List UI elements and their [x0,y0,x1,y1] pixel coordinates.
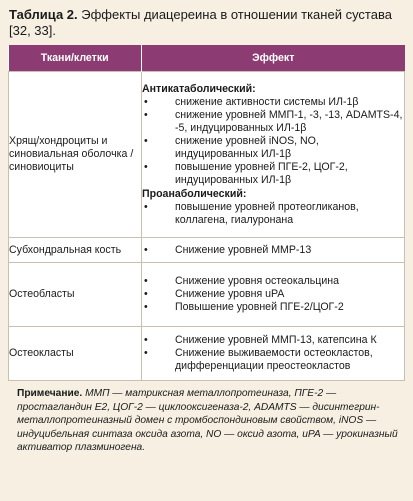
effect-item-text: Снижение уровней ММР-13 [175,243,312,256]
table-row [9,327,405,381]
effect-item-text: Снижение уровня uPA [175,288,285,300]
note-label: Примечание. [17,388,83,399]
table-row [9,263,405,327]
effect-item [142,301,404,314]
effect-item-text: повышение уровней ПГЕ-2, ЦОГ-2, индуцированных ИЛ-1β [175,161,348,186]
effect-item-text: Снижение уровня остеокальцина [175,275,340,287]
bullet-icon: • [144,275,148,287]
effect-list [142,201,404,227]
effect-item-text: снижение уровней iNOS, NO, индуцированных ИЛ-1β [175,135,319,160]
caption-label: Таблица 2. [9,7,78,22]
bullet-icon: • [144,243,148,256]
table-header-row [9,45,405,72]
effect-item-text: Снижение выживаемости остеокластов, дифференциации преостеокластов [175,347,373,372]
effect-group-title: Антикатаболический: [142,83,256,95]
tissue-cell: Остеобласты [9,263,142,327]
effect-list [142,334,404,373]
bullet-icon: • [144,347,148,359]
effect-item [142,96,404,109]
effect-cell [142,263,405,327]
effect-item [142,244,404,257]
note-text: ММП — матриксная металлопротеиназа, ПГЕ-2 — простагландин Е2, ЦОГ-2 — циклооксигеназа-2, ADAMTS — дисинтегрин-металлопротеиназный домен с тромбоспондиновым свойством, iNOS — индуцибельная синтаза оксида азота, NO — оксид азота, uPA — урокиназный активатор плазминогена. [17,388,398,454]
bullet-icon: • [144,161,148,173]
bullet-icon: • [144,96,148,108]
effect-list [142,96,404,187]
table-row [9,238,405,263]
effect-item [142,201,404,227]
bullet-icon: • [144,109,148,121]
bullet-icon: • [144,288,148,300]
effect-item-text: Снижение уровней ММП-13, катепсина К [175,334,377,346]
effect-item [142,347,404,373]
effect-item-text: снижение активности системы ИЛ-1β [175,96,359,108]
effect-list [142,244,404,257]
bullet-icon: • [144,135,148,147]
bullet-icon: • [144,301,148,313]
effect-item-text: повышение уровней протеогликанов, коллагена, гиалуронана [175,201,359,226]
table-body [9,72,405,381]
effect-cell [142,72,405,238]
effect-item [142,161,404,187]
effect-cell [142,238,405,263]
effect-item [142,135,404,161]
effects-table [8,45,405,381]
header-tissue: Ткани/клетки [9,45,142,72]
bullet-icon: • [144,334,148,346]
effect-item [142,109,404,135]
effect-item [142,288,404,301]
effect-item-text: Повышение уровней ПГЕ-2/ЦОГ-2 [175,301,344,313]
effect-list [142,275,404,314]
table-caption [9,7,404,39]
tissue-cell: Хрящ/хондроциты и синовиальная оболочка / синовиоциты [9,72,142,238]
bullet-icon: • [144,201,148,213]
tissue-cell: Остеокласты [9,327,142,381]
effect-group-title: Проанаболический: [142,188,247,200]
tissue-cell: Субхондральная кость [9,238,142,263]
effect-item [142,275,404,288]
effect-item [142,334,404,347]
effect-item-text: снижение уровней ММП-1, -3, -13, ADAMTS-4, -5, индуцированных ИЛ-1β [175,109,403,134]
effect-cell [142,327,405,381]
table-note [17,387,402,455]
header-effect: Эффект [142,45,405,72]
caption-text: Эффекты диацереина в отношении тканей сустава [32, 33]. [9,7,392,38]
table-row [9,72,405,238]
